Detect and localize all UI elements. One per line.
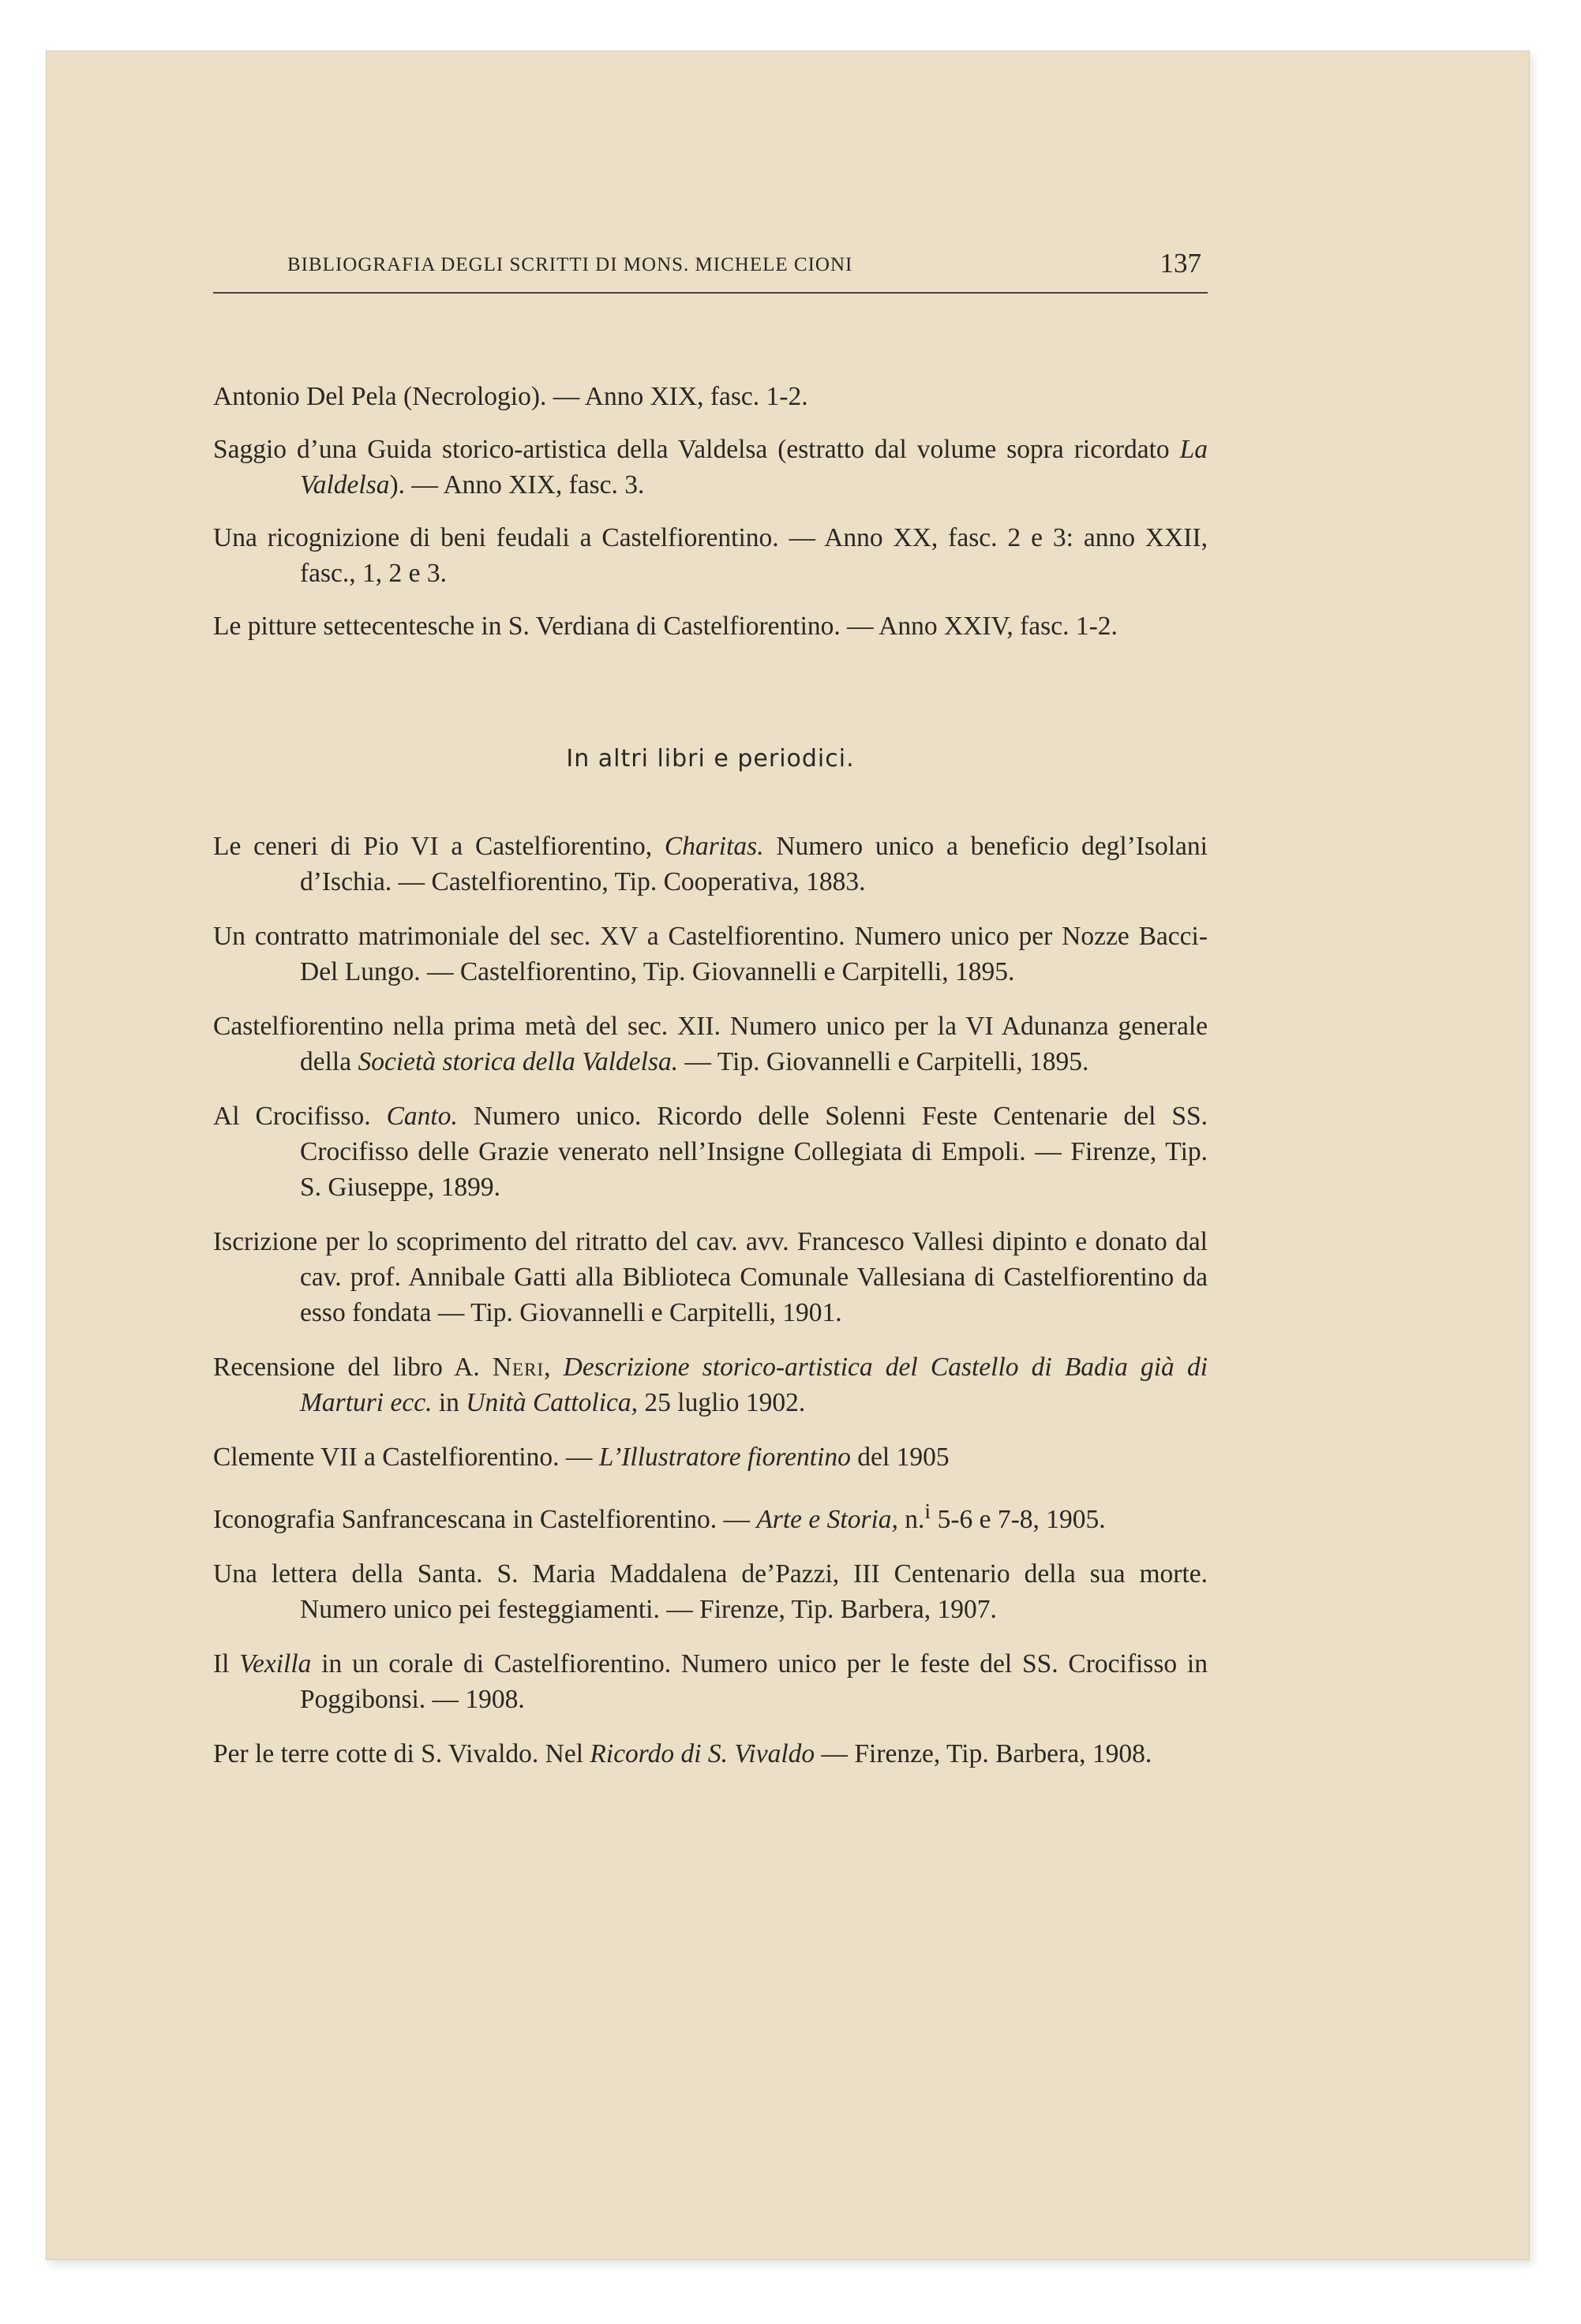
running-title: BIBLIOGRAFIA DEGLI SCRITTI DI MONS. MICHELE CIONI — [287, 254, 853, 275]
bibliography-entry: Le ceneri di Pio VI a Castelfiorentino, Charitas. Numero unico a beneficio degl’Isolani d’Ischia. — Castelfiorentino, Tip. Cooperativa, 1883. — [213, 832, 1208, 896]
bibliography-entry: Un contratto matrimoniale del sec. XV a Castelfiorentino. Numero unico per Nozze Bacci-Del Lungo. — Castelfiorentino, Tip. Giovannelli e Carpitelli, 1895. — [213, 922, 1208, 986]
bibliography-entry: Iscrizione per lo scoprimento del ritratto del cav. avv. Francesco Vallesi dipinto e donato dal cav. prof. Annibale Gatti alla Biblioteca Comunale Vallesiana di Castelfiorentino da esso fondata — Tip. Giovannelli e Carpitelli, 1901. — [213, 1227, 1208, 1327]
section-heading: In altri libri e periodici. — [566, 745, 855, 773]
bibliography-entry: Clemente VII a Castelfiorentino. — L’Illustratore fiorentino del 1905 — [213, 1443, 950, 1472]
bibliography-entry: Al Crocifisso. Canto. Numero unico. Ricordo delle Solenni Feste Centenarie del SS. Crocifisso delle Grazie venerato nell’Insigne Collegiata di Empoli. — Firenze, Tip. S. Giuseppe, 1899. — [213, 1102, 1208, 1202]
bibliography-entry: Iconografia Sanfrancescana in Castelfiorentino. — Arte e Storia, n.$^i$ 5-6 e 7-8, 1905. — [213, 1499, 1106, 1535]
page-number: 137 — [1160, 248, 1201, 279]
paper-sheet — [46, 51, 1530, 2260]
bibliography-list-valdelsa — [213, 379, 1208, 661]
bibliography-entry: Saggio d’una Guida storico-artistica della Valdelsa (estratto dal volume sopra ricordato La Valdelsa). — Anno XIX, fasc. 3. — [213, 435, 1208, 500]
bibliography-entry: Il Vexilla in un corale di Castelfiorentino. Numero unico per le feste del SS. Crocifisso in Poggibonsi. — 1908. — [213, 1649, 1208, 1715]
bibliography-entry: Una ricognizione di beni feudali a Castelfiorentino. — Anno XX, fasc. 2 e 3: anno XXII, fasc., 1, 2 e 3. — [213, 523, 1208, 588]
bibliography-entry: Castelfiorentino nella prima metà del sec. XII. Numero unico per la VI Adunanza generale della Società storica della Valdelsa. — Tip. Giovannelli e Carpitelli, 1895. — [213, 1012, 1208, 1076]
bibliography-entry: Le pitture settecentesche in S. Verdiana di Castelfiorentino. — Anno XXIV, fasc. 1-2. — [213, 612, 1118, 641]
bibliography-entry: Antonio Del Pela (Necrologio). — Anno XIX, fasc. 1-2. — [213, 382, 808, 411]
bibliography-entry: Una lettera della Santa. S. Maria Maddalena de’Pazzi, III Centenario della sua morte. Numero unico pei festeggiamenti. — Firenze, Tip. Barbera, 1907. — [213, 1559, 1208, 1625]
bibliography-entry: Per le terre cotte di S. Vivaldo. Nel Ricordo di S. Vivaldo — Firenze, Tip. Barbera, 1908. — [213, 1739, 1152, 1769]
bibliography-list-other — [213, 829, 1208, 1791]
running-header — [213, 245, 1208, 294]
bibliography-entry: Recensione del libro A. Neri, Descrizione storico-artistica del Castello di Badia già di Marturi ecc. in Unità Cattolica, 25 luglio 1902. — [213, 1353, 1208, 1417]
